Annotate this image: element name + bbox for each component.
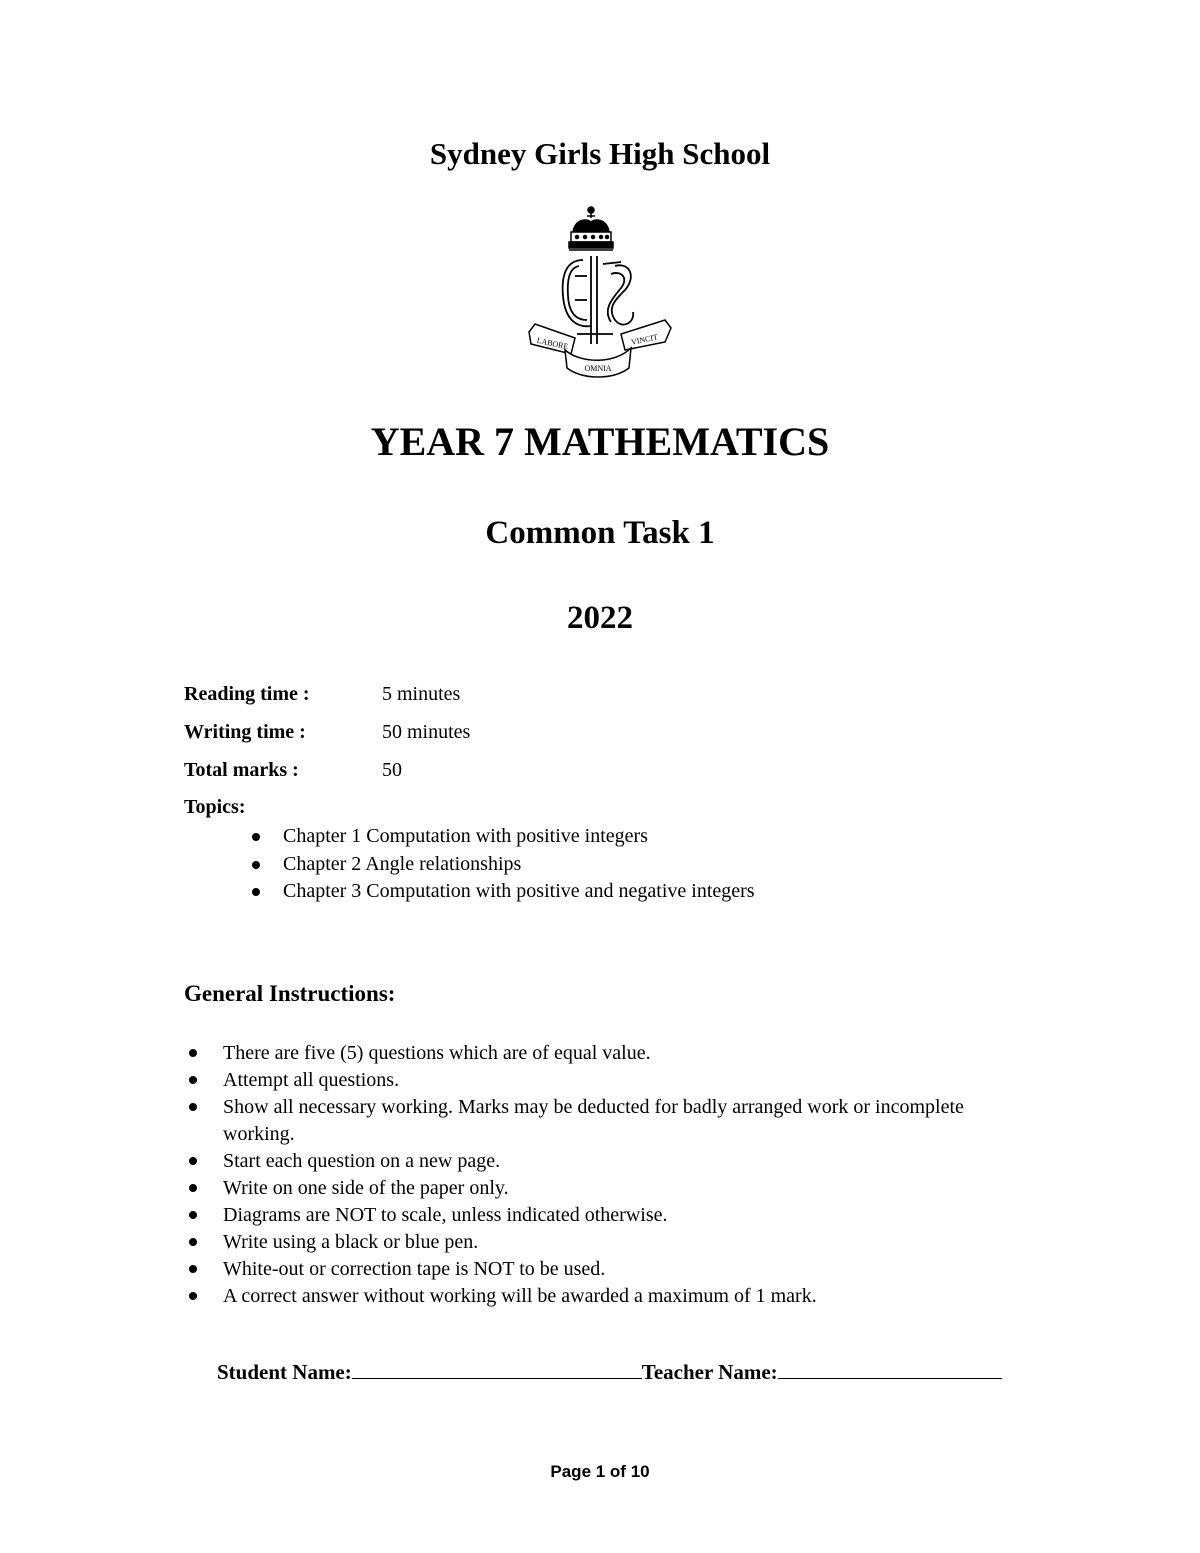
list-item [184,1067,984,1094]
bullet-icon [189,1076,197,1084]
total-marks-row [184,757,402,783]
instructions-list [184,1040,984,1310]
topic-text: Chapter 3 Computation with positive and negative integers [283,880,755,902]
list-item [184,1283,984,1310]
bullet-icon [189,1184,197,1192]
crest-motto-right: VINCIT [630,332,659,347]
student-name-field[interactable] [352,1356,642,1379]
info-value: 50 minutes [382,721,471,743]
teacher-name-field[interactable] [778,1356,1002,1379]
info-label: Reading time : [184,683,310,705]
list-item [184,1256,984,1283]
instruction-text: Show all necessary working. Marks may be deducted for badly arranged work or incomplete working. [223,1096,964,1145]
topics-heading: Topics: [184,796,246,818]
bullet-icon [252,888,260,896]
instruction-text: Write using a black or blue pen. [223,1230,479,1253]
school-crest-logo [525,204,675,382]
instruction-text: White-out or correction tape is NOT to be used. [223,1257,606,1280]
list-item [184,1148,984,1175]
list-item [184,1229,984,1256]
list-item [244,878,755,906]
info-label: Writing time : [184,721,306,743]
instruction-text: Start each question on a new page. [223,1149,501,1172]
task-subtitle: Common Task 1 [485,515,715,551]
bullet-icon [189,1265,197,1273]
instruction-text: Write on one side of the paper only. [223,1176,509,1199]
list-item [184,1175,984,1202]
name-fields-row [217,1356,1002,1385]
bullet-icon [189,1292,197,1300]
student-name-label: Student Name: [217,1360,352,1384]
info-label: Total marks : [184,759,299,781]
school-name: Sydney Girls High School [429,136,771,171]
bullet-icon [252,861,260,869]
topic-text: Chapter 2 Angle relationships [283,852,522,875]
bullet-icon [189,1238,197,1246]
list-item [184,1040,984,1067]
bullet-icon [189,1049,197,1057]
page-number: Page 1 of 10 [550,1462,650,1481]
bullet-icon [189,1211,197,1219]
instruction-text: Diagrams are NOT to scale, unless indicated otherwise. [223,1203,668,1226]
general-instructions-heading: General Instructions: [184,981,396,1006]
page-title: YEAR 7 MATHEMATICS [370,419,830,464]
teacher-name-label: Teacher Name: [641,1360,778,1384]
instruction-text: There are five (5) questions which are of equal value. [223,1042,651,1064]
bullet-icon [189,1103,197,1111]
crest-motto-middle: OMNIA [584,364,612,373]
topic-text: Chapter 1 Computation with positive integers [283,825,648,847]
crest-motto-left: LABORE [535,335,570,352]
monogram-icon [563,256,634,344]
bullet-icon [252,833,260,841]
info-value: 5 minutes [382,683,461,705]
list-item [184,1202,984,1229]
crown-icon [569,207,613,250]
exam-year: 2022 [567,600,633,636]
topics-list [244,823,755,906]
list-item [184,1094,984,1147]
reading-time-row [184,681,460,707]
instruction-text: A correct answer without working will be awarded a maximum of 1 mark. [223,1284,817,1307]
instruction-text: Attempt all questions. [223,1069,400,1091]
list-item [244,823,755,851]
writing-time-row [184,719,470,745]
bullet-icon [189,1157,197,1165]
info-value: 50 [382,759,402,781]
list-item [244,851,755,879]
